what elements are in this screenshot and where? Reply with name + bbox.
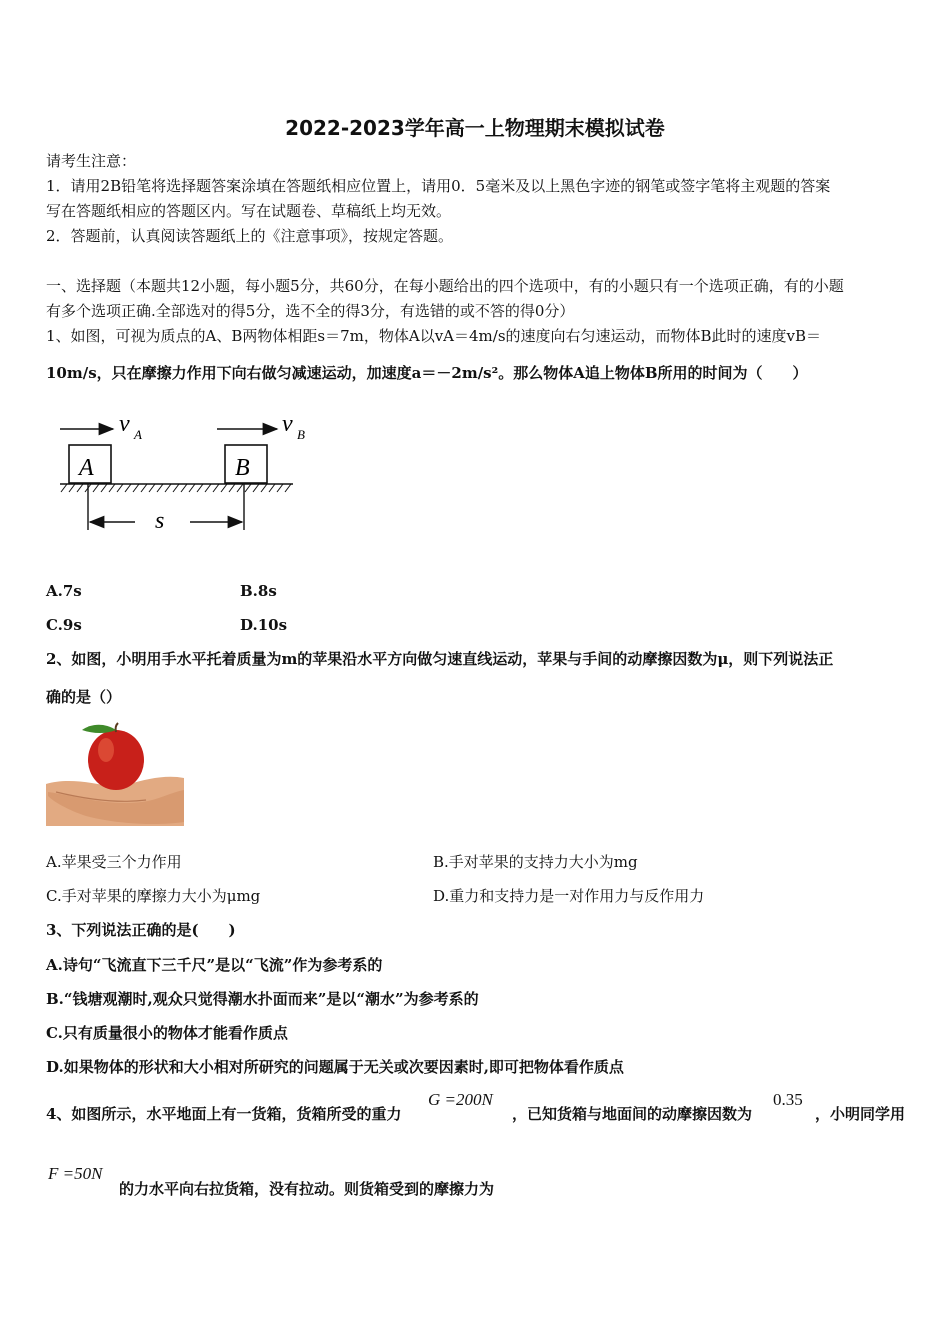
q1-stem-2: 10m/s，只在摩擦力作用下向右做匀减速运动，加速度a＝－2m/s²。那么物体A追上物体B所用的时间为（ ） [46,364,808,382]
q2-option-b: B.手对苹果的支持力大小为mg [433,853,638,871]
q1-option-a: A.7s [46,582,82,600]
vA-label: v [119,411,130,437]
q3-option-d: D.如果物体的形状和大小相对所研究的问题属于无关或次要因素时,即可把物体看作质点 [46,1058,624,1076]
block-A-label: A [79,455,94,481]
vA-subscript: A [134,427,142,442]
q4-stem-part3: ，小明同学用 [815,1105,906,1123]
q2-option-c: C.手对苹果的摩擦力大小为μmg [46,887,261,905]
q3-stem: 3、下列说法正确的是( ) [46,921,236,939]
q3-option-c: C.只有质量很小的物体才能看作质点 [46,1024,288,1042]
s-label: s [155,508,165,534]
apple-in-hand-picture [46,722,186,826]
q2-option-d: D.重力和支持力是一对作用力与反作用力 [433,887,705,905]
q4-formula-gravity: G =200N [428,1090,493,1109]
q4-formula-force: F =50N [48,1164,103,1183]
q3-option-a: A.诗句“飞流直下三千尺”是以“飞流”作为参考系的 [46,956,383,974]
q2-stem-1: 2、如图，小明用手水平托着质量为m的苹果沿水平方向做匀速直线运动，苹果与手间的动摩擦因数为μ，则下列说法正 [46,650,834,668]
q4-stem-part2: ，已知货箱与地面间的动摩擦因数为 [512,1105,753,1123]
q3-option-b: B.“钱塘观潮时,观众只觉得潮水扑面而来”是以“潮水”为参考系的 [46,990,479,1008]
q1-motion-diagram [55,405,305,535]
notice-item-1b: 写在答题纸相应的答题区内。写在试题卷、草稿纸上均无效。 [46,202,452,220]
notice-item-1a: 1．请用2B铅笔将选择题答案涂填在答题纸相应位置上，请用0．5毫米及以上黑色字迹的钢笔或签字笔将主观题的答案 [46,177,831,195]
q4-stem-part1: 4、如图所示，水平地面上有一货箱，货箱所受的重力 [46,1105,402,1123]
notice-heading: 请考生注意： [46,152,137,170]
section-heading-1: 一、选择题（本题共12小题，每小题5分，共60分，在每小题给出的四个选项中，有的小题只有一个选项正确，有的小题 [46,277,844,295]
page-title: 2022-2023学年高一上物理期末模拟试卷 [285,116,665,140]
ground-hatching [61,484,291,492]
q1-option-c: C.9s [46,616,82,634]
vB-subscript: B [297,427,305,442]
notice-item-2: 2．答题前，认真阅读答题纸上的《注意事项》，按规定答题。 [46,227,454,245]
q2-stem-2: 确的是（） [46,688,122,706]
q4-formula-mu: 0.35 [773,1090,803,1109]
vB-label: v [282,411,293,437]
block-B-label: B [235,455,250,481]
q1-option-b: B.8s [240,582,277,600]
q4-stem-part4: 的力水平向右拉货箱，没有拉动。则货箱受到的摩擦力为 [119,1180,495,1198]
q1-stem-1: 1、如图，可视为质点的A、B两物体相距s＝7m，物体A以vA＝4m/s的速度向右匀速运动，而物体B此时的速度vB＝ [46,327,822,345]
q1-option-d: D.10s [240,616,288,634]
section-heading-2: 有多个选项正确.全部选对的得5分，选不全的得3分，有选错的或不答的得0分） [46,302,575,320]
q2-option-a: A.苹果受三个力作用 [46,853,182,871]
